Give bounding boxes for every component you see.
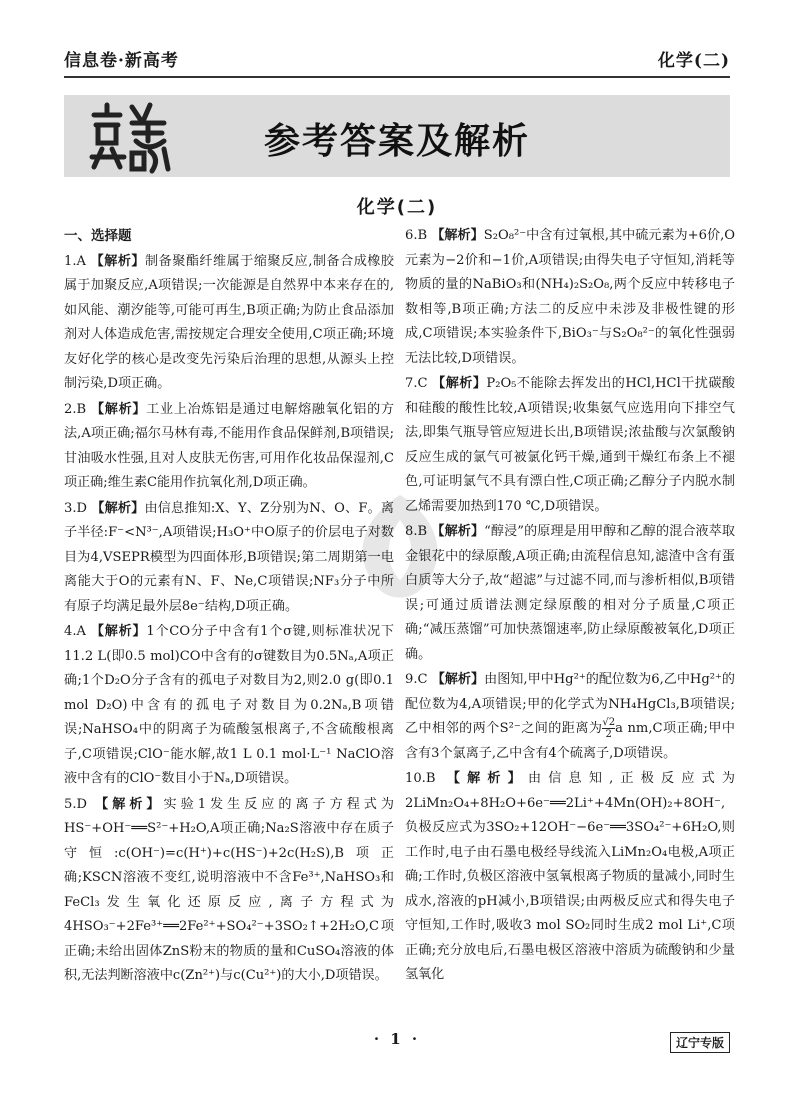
header-left: 信息卷·新高考 [64, 51, 179, 71]
answer-number: 4.A [64, 624, 86, 639]
analysis-tag: 【解析】 [90, 624, 147, 639]
answer-text: 1个CO分子中含有1个σ键,则标准状况下11.2 L(即0.5 mol)CO中含有的σ键数目为0.5Nₐ,A项正确;1个D₂O分子含有的孤电子对数目为2,则2.0 g(即0.1 mol D₂O)中含有的孤电子对数目为0.2Nₐ,B项错误;NaHSO₄中的阴离子为硫酸氢根离子,不含硫酸根离子,C项错误;ClO⁻能水解,故1 L 0.1 mol·L⁻¹ NaClO溶液中含有的ClO⁻数目小于Nₐ,D项错误。 [64, 624, 395, 786]
analysis-tag: 【解析】 [432, 376, 487, 391]
answer-item [64, 250, 394, 397]
fraction-denominator: 2 [605, 729, 612, 740]
banner-title: 参考答案及解析 [263, 121, 530, 162]
page-number: · 1 · [373, 1030, 421, 1048]
answer-item [405, 668, 735, 766]
header-right: 化学(二) [657, 51, 730, 71]
answer-number: 6.B [405, 228, 428, 243]
answer-number: 9.C [405, 672, 428, 687]
answer-text: “醇浸”的原理是用甲醇和乙醇的混合液萃取金银花中的绿原酸,A项正确;由流程信息知,滤渣中含有蛋白质等大分子,故“超滤”与过滤不同,而与渗析相似,B项错误;可通过质谱法测定绿原酸的相对分子质量,C项正确;“减压蒸馏”可加快蒸馏速率,防止绿原酸被氧化,D项正确。 [405, 524, 735, 662]
left-column [64, 224, 394, 990]
analysis-tag: 【解析】 [91, 500, 145, 516]
answer-text: 实验1发生反应的离子方程式为HS⁻+OH⁻══S²⁻+H₂O,A项正确;Na₂S溶液中存在质子守恒:c(OH⁻)=c(H⁺)+c(HS⁻)+2c(H₂S),B项正确;KSCN溶液不变红,说明溶液中不含Fe³⁺,NaHSO₃和FeCl₃发生氧化还原反应,离子方程式为4HSO₃⁻+2Fe³⁺══2Fe²⁺+SO₄²⁻+3SO₂↑+2H₂O,C项正确;未给出固体ZnS粉末的物质的量和CuSO₄溶液的体积,无法判断溶液中c(Zn²⁺)与c(Cu²⁺)的大小,D项错误。 [64, 796, 394, 983]
subtitle: 化学(二) [356, 197, 438, 218]
answer-item [64, 793, 394, 989]
answer-number: 10.B [405, 771, 436, 786]
title-banner [64, 95, 730, 177]
right-column [405, 224, 735, 989]
answer-text-continued: a nm,C项正确;甲中含有3个氯离子,乙中含有4个硫离子,D项错误。 [405, 721, 735, 761]
section-title: 一、选择题 [64, 228, 132, 244]
analysis-tag: 【解析】 [95, 796, 164, 812]
answer-text: 由图知,甲中Hg²⁺的配位数为6,乙中Hg²⁺的配位数为4,A项错误;甲的化学式为NH₄HgCl₃,B项错误;乙中相邻的两个S²⁻之间的距离为 [405, 672, 735, 736]
answer-item [64, 620, 394, 792]
answer-item [64, 398, 394, 496]
answer-item [405, 520, 735, 667]
analysis-tag: 【解析】 [431, 672, 485, 687]
analysis-tag: 【解析】 [90, 253, 146, 269]
fraction-numerator: √2 [602, 717, 616, 728]
analysis-tag: 【解析】 [91, 401, 147, 417]
answer-number: 7.C [405, 376, 428, 391]
answer-text: P₂O₅不能除去挥发出的HCl,HCl干扰碳酸和硅酸的酸性比较,A项错误;收集氨气应选用向下排空气法,即集气瓶导管应短进长出,B项错误;浓盐酸与次氯酸钠反应生成的氯气可被氯化钙干燥,通到干燥红布条上不褪色,可证明氯气不具有漂白性,C项正确;乙醇分子内脱水制乙烯需要加热到170 ℃,D项错误。 [405, 376, 735, 514]
answer-text: 由信息推知:X、Y、Z分别为N、O、F。离子半径:F⁻<N³⁻,A项错误;H₃O⁺中O原子的价层电子对数目为4,VSEPR模型为四面体形,B项错误;第二周期第一电离能大于O的元素有N、F、Ne,C项错误;NF₃分子中所有原子均满足最外层8e⁻结构,D项正确。 [64, 500, 394, 614]
answer-text: S₂O₈²⁻中含有过氧根,其中硫元素为+6价,O元素为−2价和−1价,A项错误;由得失电子守恒知,消耗等物质的量的NaBiO₃和(NH₄)₂S₂O₈,两个反应中转移电子数相等,B项正确;方法二的反应中未涉及非极性键的形成,C项错误;本实验条件下,BiO₃⁻与S₂O₈²⁻的氧化性强弱无法比较,D项错误。 [405, 228, 735, 366]
answer-number: 8.B [405, 524, 428, 539]
answer-number: 5.D [64, 796, 87, 812]
answer-number: 1.A [64, 253, 86, 269]
edition-badge: 辽宁专版 [670, 1032, 730, 1053]
answer-number: 3.D [64, 500, 87, 516]
answer-item [405, 767, 735, 988]
answer-text: 制备聚酯纤维属于缩聚反应,制备合成橡胶属于加聚反应,A项错误;一次能源是自然界中本来存在的,如风能、潮汐能等,可能可再生,B项正确;为防止食品添加剂对人体造成危害,需按规定合理安全使用,C项正确;环境友好化学的核心是改变先污染后治理的思想,从源头上控制污染,D项正确。 [64, 253, 394, 391]
fraction [602, 717, 615, 740]
answer-item [405, 224, 735, 371]
answer-text: 由信息知,正极反应式为2LiMn₂O₄+8H₂O+6e⁻══2Li⁺+4Mn(OH)₂+8OH⁻,负极反应式为3SO₂+12OH⁻−6e⁻══3SO₄²⁻+6H₂O,则工作时,电子由石墨电极经导线流入LiMn₂O₄电极,A项正确;工作时,负极区溶液中氢氧根离子物质的量减小,同时生成水,溶液的pH减小,B项错误;由两极反应式和得失电子守恒知,工作时,吸收3 mol SO₂同时生成2 mol Li⁺,C项正确;充分放电后,石墨电极区溶液中溶质为硫酸钠和少量氢氧化 [405, 771, 735, 982]
analysis-tag: 【解析】 [446, 771, 528, 786]
answer-item [64, 497, 394, 620]
analysis-tag: 【解析】 [431, 228, 484, 243]
header-rule [64, 76, 730, 78]
answer-text: 工业上冶炼铝是通过电解熔融氧化铝的方法,A项正确;福尔马林有毒,不能用作食品保鲜剂,B项错误;甘油吸水性强,且对人皮肤无伤害,可用作化妆品保湿剂,C项正确;维生素C能用作抗氧化剂,D项正确。 [64, 401, 394, 490]
answer-item [405, 372, 735, 519]
answer-number: 2.B [64, 401, 87, 417]
analysis-tag: 【解析】 [431, 524, 485, 539]
